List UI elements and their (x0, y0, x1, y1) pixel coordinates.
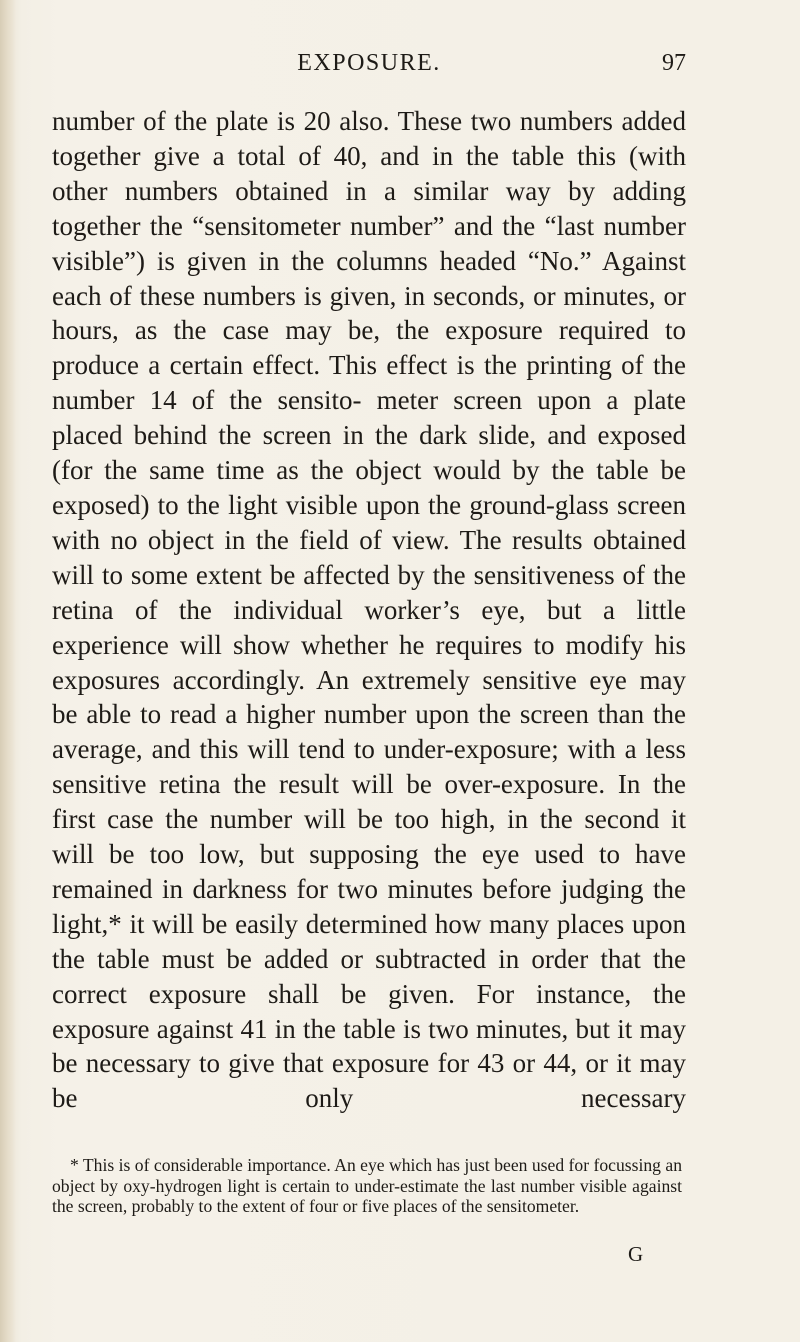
running-head (52, 50, 686, 86)
page-number: 97 (662, 50, 686, 76)
footnote: * This is of considerable importance. An eye which has just been used for focussing an object by oxy-hydrogen light is certain to under-estimate the last number visible against the screen, probably to the extent of four or five places of the sensitometer. (52, 1155, 682, 1217)
body-paragraph: number of the plate is 20 also. These two numbers added together give a total of 40, and in the table this (with other numbers obtained in a similar way by adding together the “sensitometer number” and the “last number visible”) is given in the columns headed “No.” Against each of these numbers is given, in seconds, or minutes, or hours, as the case may be, the exposure required to produce a certain effect. This effect is the printing of the number 14 of the sensito- meter screen upon a plate placed behind the screen in the dark slide, and exposed (for the same time as the object would by the table be exposed) to the light visible upon the ground-glass screen with no object in the field of view. The results obtained will to some extent be affected by the sensitiveness of the retina of the individual worker’s eye, but a little experience will show whether he requires to modify his exposures accordingly. An extremely sensitive eye may be able to read a higher number upon the screen than the average, and this will tend to under-exposure; with a less sensitive retina the result will be over-exposure. In the first case the number will be too high, in the second it will be too low, but supposing the eye used to have remained in darkness for two minutes before judging the light,* it will be easily determined how many places upon the table must be added or subtracted in order that the correct exposure shall be given. For instance, the exposure against 41 in the table is two minutes, but it may be necessary to give that exposure for 43 or 44, or it may be only necessary (52, 106, 686, 1114)
page-spine-shadow (0, 0, 16, 1342)
running-title: EXPOSURE. (297, 50, 441, 76)
signature-mark: G (628, 1242, 644, 1266)
